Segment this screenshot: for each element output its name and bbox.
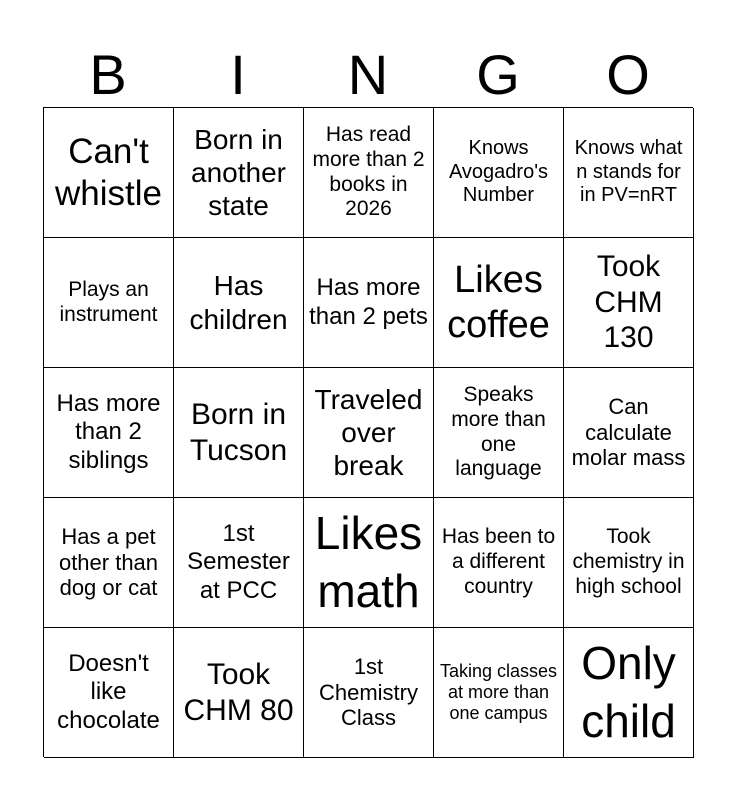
bingo-cell[interactable]: [44, 498, 174, 628]
bingo-cell[interactable]: [434, 368, 564, 498]
cell-text: Born in Tucson: [189, 398, 288, 467]
bingo-cell[interactable]: [44, 368, 174, 498]
cell-text: Has more than 2 siblings: [56, 390, 161, 474]
cell-text: Knows Avogadro's Number: [448, 137, 549, 207]
cell-text: Has been to a different country: [441, 525, 556, 598]
cell-text: Has a pet other than dog or cat: [58, 523, 159, 601]
bingo-cell[interactable]: [44, 628, 174, 758]
bingo-cell[interactable]: [564, 498, 694, 628]
cell-text: Has children: [189, 270, 288, 335]
bingo-cell[interactable]: [174, 498, 304, 628]
header-letter-i: I: [230, 43, 246, 106]
bingo-grid: [43, 107, 693, 757]
cell-text: Took CHM 130: [594, 250, 663, 355]
bingo-cell[interactable]: [564, 108, 694, 238]
bingo-cell[interactable]: [564, 238, 694, 368]
bingo-cell[interactable]: [174, 628, 304, 758]
header-letter-b: B: [89, 43, 127, 106]
cell-text: Doesn't like chocolate: [57, 650, 160, 734]
header-letter-g: G: [476, 43, 520, 106]
bingo-cell[interactable]: [564, 628, 694, 758]
cell-text: Plays an instrument: [59, 277, 158, 326]
bingo-cell[interactable]: [564, 368, 694, 498]
cell-text: Can't whistle: [55, 132, 162, 213]
cell-text: Has more than 2 pets: [309, 274, 428, 330]
cell-text: Speaks more than one language: [451, 382, 546, 481]
header-letter-n: N: [347, 43, 389, 106]
cell-text: Can calculate molar mass: [571, 393, 686, 471]
bingo-cell[interactable]: [304, 628, 434, 758]
cell-text: Knows what n stands for in PV=nRT: [574, 137, 683, 207]
cell-text: Has read more than 2 books in 2026: [312, 122, 425, 221]
cell-text: Only child: [581, 637, 676, 747]
cell-text: Born in another state: [191, 123, 286, 222]
header-letter-o: O: [606, 43, 650, 106]
bingo-cell[interactable]: [434, 628, 564, 758]
bingo-cell[interactable]: [174, 238, 304, 368]
cell-text: Took CHM 80: [183, 658, 294, 727]
bingo-cell[interactable]: [44, 108, 174, 238]
bingo-cell[interactable]: [304, 108, 434, 238]
cell-text: 1st Chemistry Class: [318, 653, 418, 731]
cell-text: Likes coffee: [447, 258, 550, 346]
bingo-cell[interactable]: [174, 108, 304, 238]
bingo-cell[interactable]: [174, 368, 304, 498]
cell-text: Traveled over break: [314, 383, 423, 482]
bingo-cell[interactable]: [434, 498, 564, 628]
cell-text: Likes math: [314, 507, 423, 617]
bingo-cell[interactable]: [304, 368, 434, 498]
bingo-cell[interactable]: [304, 238, 434, 368]
cell-text: Took chemistry in high school: [572, 525, 685, 598]
cell-text: 1st Semester at PCC: [187, 520, 290, 604]
cell-text: Taking classes at more than one campus: [439, 660, 558, 724]
bingo-cell[interactable]: [434, 238, 564, 368]
bingo-cell[interactable]: [304, 498, 434, 628]
bingo-cell[interactable]: [434, 108, 564, 238]
bingo-header: [43, 44, 693, 106]
bingo-cell[interactable]: [44, 238, 174, 368]
